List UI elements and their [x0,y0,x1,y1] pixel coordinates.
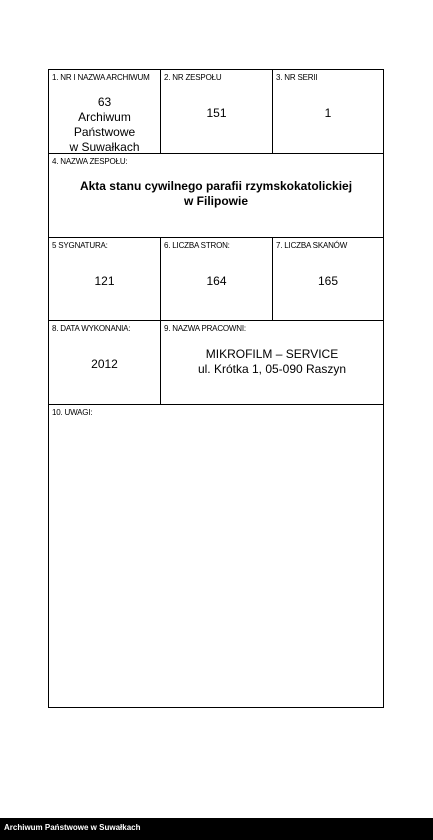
signature-cell [49,238,161,321]
date-label: 8. DATA WYKONANIA: [52,324,131,333]
fond-name-line2: w Filipowie [183,194,248,208]
archive-label: 1. NR I NAZWA ARCHIWUM [52,73,150,82]
series-number-value: 1 [324,106,332,120]
studio-label: 9. NAZWA PRACOWNI: [164,324,246,333]
series-number-cell [273,70,383,154]
notes-cell [49,405,383,707]
footer-text: Archiwum Państwowe w Suwałkach [4,823,141,832]
scan-count-label: 7. LICZBA SKANÓW [276,241,348,250]
archive-number: 63 [97,95,112,109]
fond-name-value [49,179,383,209]
page-count-value: 164 [206,274,227,288]
fond-name-line1: Akta stanu cywilnego parafii rzymskokatolickiej [79,179,353,193]
signature-value: 121 [94,274,115,288]
signature-label: 5 SYGNATURA: [52,241,108,250]
scan-count-value: 165 [317,274,339,288]
fond-number-label: 2. NR ZESPOŁU [164,73,222,82]
archive-value [49,95,160,155]
studio-address: ul. Krótka 1, 05-090 Raszyn [197,362,347,376]
scan-count-cell [273,238,383,321]
archive-cell [49,70,161,154]
footer-bar [0,818,433,840]
series-number-label: 3. NR SERII [276,73,318,82]
notes-label: 10. UWAGI: [52,408,93,417]
date-value: 2012 [91,357,118,371]
archive-name-line2: w Suwałkach [69,140,140,154]
studio-value [161,347,383,377]
date-cell [49,321,161,405]
page-count-label: 6. LICZBA STRON: [164,241,230,250]
metadata-card [48,69,384,708]
archive-name-line1: Archiwum Państwowe [73,110,136,139]
fond-name-label: 4. NAZWA ZESPOŁU: [52,157,128,166]
fond-number-cell [161,70,273,154]
fond-number-value: 151 [206,106,227,120]
page-count-cell [161,238,273,321]
studio-name: MIKROFILM – SERVICE [205,347,339,361]
studio-cell [161,321,383,405]
fond-name-cell [49,154,383,238]
